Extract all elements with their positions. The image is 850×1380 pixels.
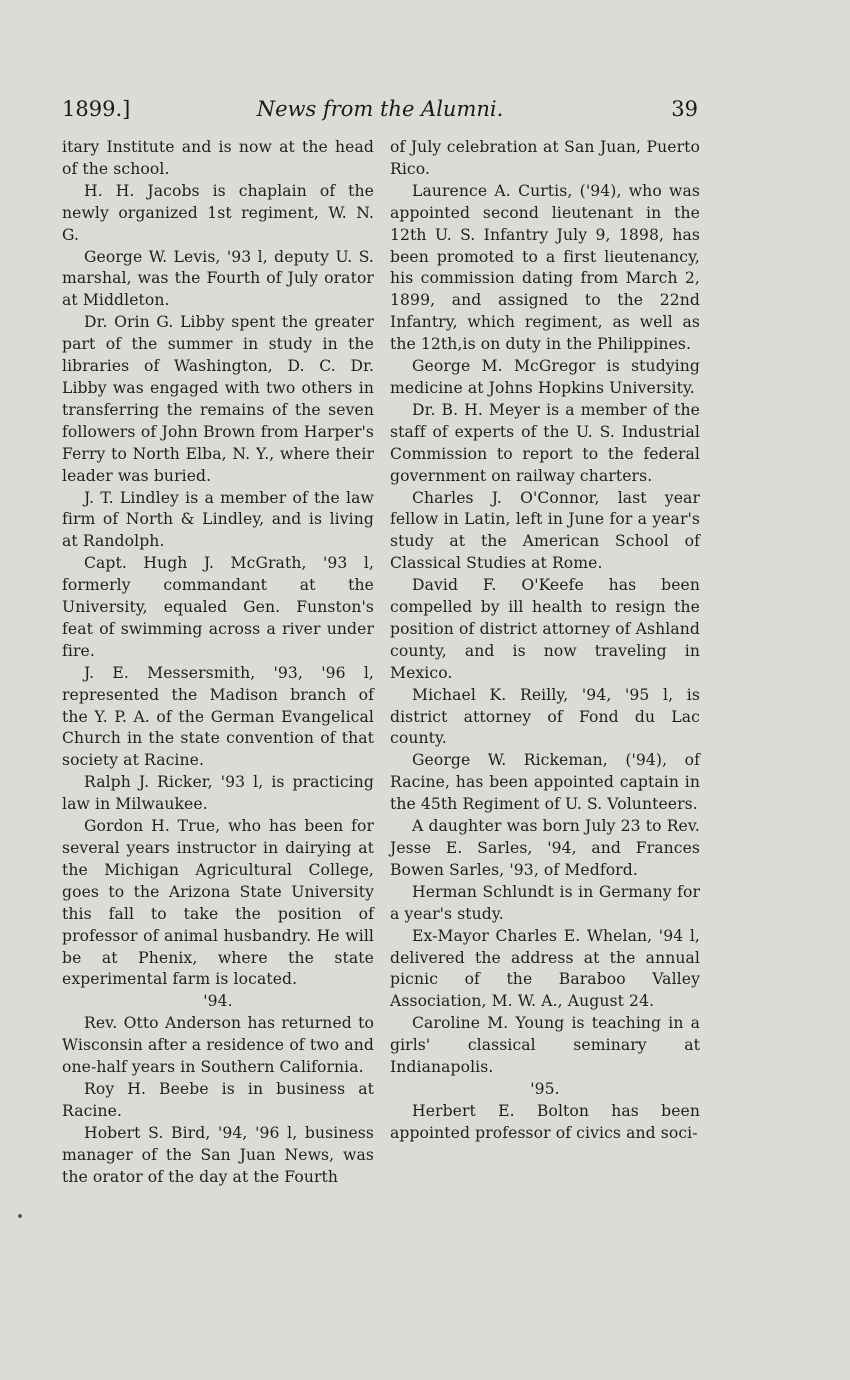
paragraph: Ralph J. Ricker, '93 l, is practicing law in Milwaukee. <box>62 773 374 814</box>
paragraph: George W. Levis, '93 l, deputy U. S. marshal, was the Fourth of July orator at Middleton. <box>62 247 374 310</box>
paragraph: Michael K. Reilly, '94, '95 l, is district attorney of Fond du Lac county. <box>390 685 700 748</box>
paragraph: Capt. Hugh J. McGrath, '93 l, formerly commandant at the University, equaled Gen. Funston's feat of swimming across a river under fire. <box>62 554 374 660</box>
paragraph: George M. McGregor is studying medicine at Johns Hopkins University. <box>390 357 700 397</box>
header-year: 1899.] <box>62 97 131 121</box>
page-speck <box>18 1214 22 1218</box>
header-title: News from the Alumni. <box>256 97 504 121</box>
right-column <box>390 137 700 1145</box>
paragraph: itary Institute and is now at the head of the school. <box>62 138 374 178</box>
paragraph: A daughter was born July 23 to Rev. Jesse E. Sarles, '94, and Frances Bowen Sarles, '93, of Medford. <box>390 817 700 879</box>
paragraph: Roy H. Beebe is in business at Racine. <box>62 1079 374 1120</box>
paragraph: Rev. Otto Anderson has returned to Wisconsin after a residence of two and one-half years in Southern California. <box>62 1014 374 1077</box>
left-column <box>62 137 374 1189</box>
paragraph: J. T. Lindley is a member of the law firm of North & Lindley, and is living at Randolph. <box>62 488 374 551</box>
paragraph: Ex-Mayor Charles E. Whelan, '94 l, delivered the address at the annual picnic of the Baraboo Valley Association, M. W. A., August 24. <box>390 926 700 1011</box>
paragraph: Dr. Orin G. Libby spent the greater part of the summer in study in the libraries of Washington, D. C. Dr. Libby was engaged with two others in transferring the remains of the seven followers of John Brown from Harper's Ferry to North Elba, N. Y., where their leader was buried. <box>62 313 374 485</box>
paragraph: J. E. Messersmith, '93, '96 l, represented the Madison branch of the Y. P. A. of the German Evangelical Church in the state convention of that society at Racine. <box>62 663 374 770</box>
section-heading: '95. <box>530 1079 560 1098</box>
paragraph: Gordon H. True, who has been for several years instructor in dairying at the Michigan Agricultural College, goes to the Arizona State University this fall to take the position of professor of animal husbandry. He will be at Phenix, where the state experimental farm is located. <box>62 817 374 989</box>
paragraph: Herbert E. Bolton has been appointed professor of civics and soci- <box>390 1101 700 1142</box>
paragraph: George W. Rickeman, ('94), of Racine, has been appointed captain in the 45th Regiment of U. S. Volunteers. <box>390 751 700 814</box>
paragraph: Dr. B. H. Meyer is a member of the staff of experts of the U. S. Industrial Commission to report to the federal government on railway charters. <box>390 400 700 485</box>
paragraph: Charles J. O'Connor, last year fellow in Latin, left in June for a year's study at the American School of Classical Studies at Rome. <box>390 488 700 573</box>
section-heading: '94. <box>203 992 233 1011</box>
paragraph: David F. O'Keefe has been compelled by ill health to resign the position of district attorney of Ashland county, and is now traveling in Mexico. <box>390 576 700 682</box>
paragraph: H. H. Jacobs is chaplain of the newly organized 1st regiment, W. N. G. <box>62 181 374 244</box>
paragraph: Herman Schlundt is in Germany for a year's study. <box>390 882 700 923</box>
page-number: 39 <box>671 97 698 121</box>
paragraph: Caroline M. Young is teaching in a girls' classical seminary at Indianapolis. <box>390 1014 700 1077</box>
paragraph: Laurence A. Curtis, ('94), who was appointed second lieutenant in the 12th U. S. Infantry July 9, 1898, has been promoted to a first lieutenancy, his commission dating from March 2, 1899, and assigned to the 22nd Infantry, which regiment, as well as the 12th,is on duty in the Philippines. <box>390 181 700 354</box>
paragraph: Hobert S. Bird, '94, '96 l, business manager of the San Juan News, was the orator of the day at the Fourth <box>62 1123 374 1186</box>
paragraph: of July celebration at San Juan, Puerto Rico. <box>390 138 700 178</box>
